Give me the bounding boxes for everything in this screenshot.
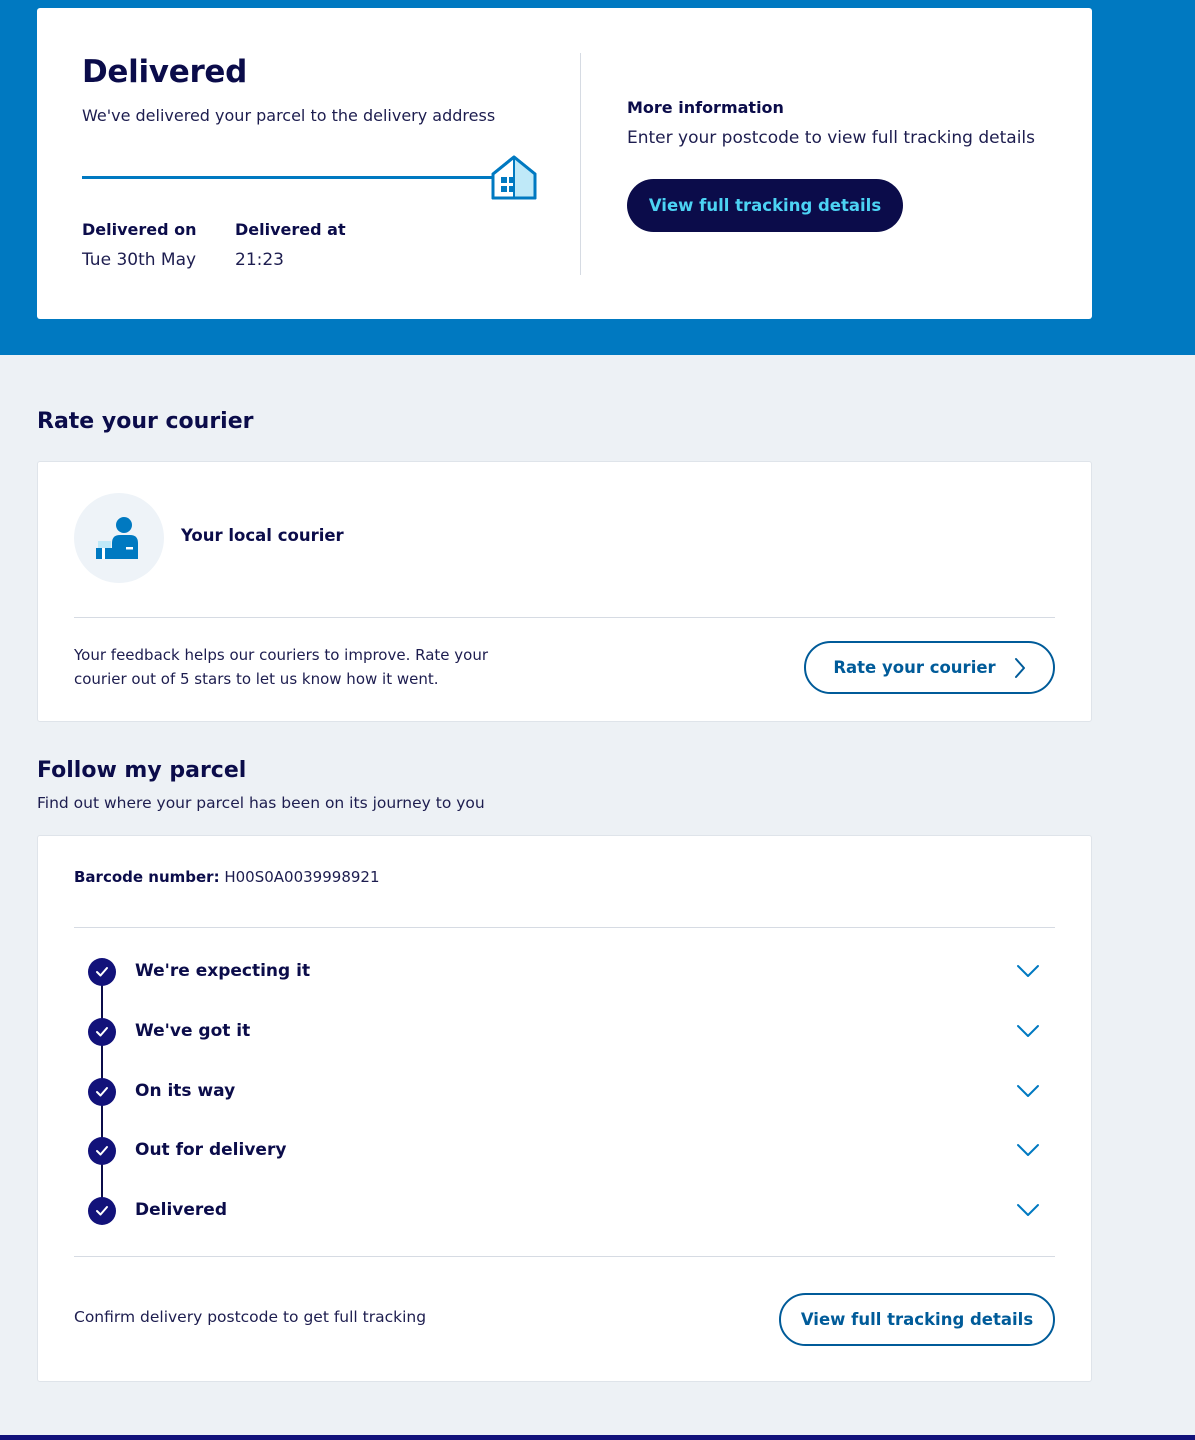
delivered-on-label: Delivered on [82,220,197,239]
barcode-divider [74,927,1055,928]
step-got-it[interactable] [74,1012,1055,1052]
view-full-tracking-button-secondary[interactable]: View full tracking details [779,1293,1055,1346]
follow-parcel-heading: Follow my parcel [37,758,247,783]
card-divider [580,53,581,275]
step-label: Out for delivery [135,1140,287,1160]
courier-avatar [74,493,164,583]
confirm-postcode-text: Confirm delivery postcode to get full tracking [74,1308,427,1326]
check-icon [88,1018,116,1046]
more-info-text: Enter your postcode to view full tracking details [627,128,1035,148]
step-label: On its way [135,1081,236,1101]
delivery-progress-bar [82,176,502,179]
follow-parcel-card [37,835,1092,1382]
step-expecting[interactable] [74,952,1055,992]
chevron-right-icon [1014,657,1026,679]
step-label: Delivered [135,1200,227,1220]
view-full-tracking-button[interactable]: View full tracking details [627,179,903,232]
step-delivered[interactable] [74,1191,1055,1231]
chevron-down-icon[interactable] [1016,964,1040,978]
status-subtitle: We've delivered your parcel to the delivery address [82,106,496,125]
check-icon [88,1197,116,1225]
check-icon [88,1137,116,1165]
feedback-text: Your feedback helps our couriers to improve. Rate your courier out of 5 stars to let us know how it went. [74,646,489,688]
chevron-down-icon[interactable] [1016,1024,1040,1038]
chevron-down-icon[interactable] [1016,1084,1040,1098]
delivered-on-value: Tue 30th May [82,250,197,270]
delivery-status-card [37,8,1092,319]
barcode-value: H00S0A0039998921 [224,868,380,886]
more-info-title: More information [627,98,784,117]
delivered-at-value: 21:23 [235,250,284,270]
rate-card-divider [74,617,1055,618]
house-icon [490,154,538,200]
step-out-for-delivery[interactable] [74,1131,1055,1171]
follow-parcel-subtitle: Find out where your parcel has been on its journey to you [37,794,485,812]
rate-courier-button[interactable] [804,641,1055,694]
barcode-label: Barcode number: [74,868,220,886]
rate-courier-heading: Rate your courier [37,409,254,434]
chevron-down-icon[interactable] [1016,1203,1040,1217]
rate-courier-card [37,461,1092,722]
courier-avatar-icon [74,493,164,583]
step-label: We've got it [135,1021,251,1041]
hero-band [0,0,1195,355]
step-on-its-way[interactable] [74,1072,1055,1112]
timeline-divider [74,1256,1055,1257]
check-icon [88,958,116,986]
check-icon [88,1078,116,1106]
barcode [74,868,380,886]
chevron-down-icon[interactable] [1016,1143,1040,1157]
delivered-at-label: Delivered at [235,220,346,239]
status-title: Delivered [82,54,248,90]
footer-band [0,1435,1195,1440]
step-label: We're expecting it [135,961,311,981]
courier-name: Your local courier [181,526,344,545]
rate-courier-button-label: Rate your courier [833,658,996,677]
